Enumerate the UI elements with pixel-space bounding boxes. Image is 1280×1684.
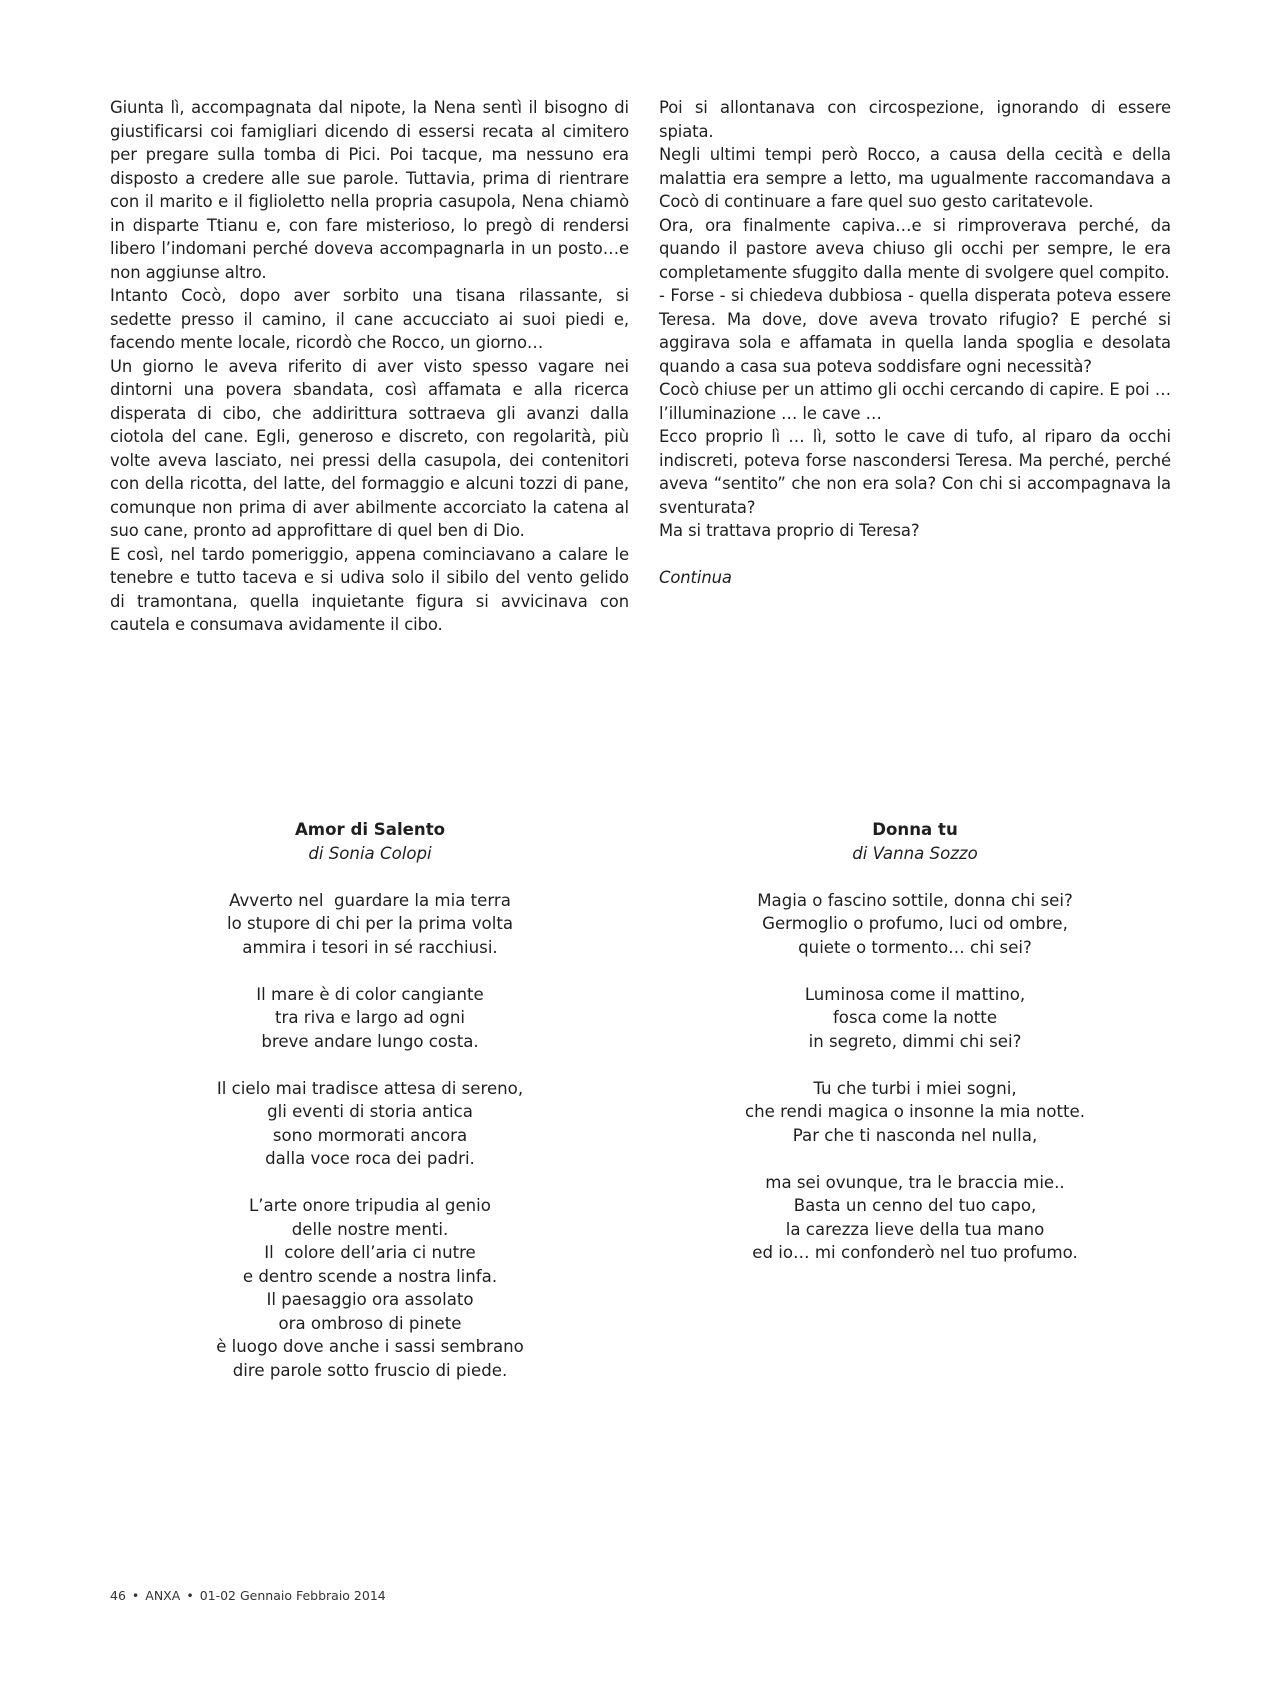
verse: dalla voce roca dei padri. — [265, 1149, 475, 1168]
verse: e dentro scende a nostra linfa. — [242, 1266, 498, 1286]
verse: L’arte onore tripudia al genio — [249, 1196, 491, 1215]
poem-title: Amor di Salento — [294, 820, 446, 839]
verse: ed io… mi confonderò nel tuo profumo. — [752, 1243, 1078, 1262]
verse: sono mormorati ancora — [272, 1125, 468, 1145]
verse: Avverto nel guardare la mia terra — [229, 890, 511, 910]
verse: Il cielo mai tradisce attesa di sereno, — [216, 1078, 524, 1098]
poem-donna-tu — [675, 818, 1155, 1288]
poem-title: Donna tu — [872, 820, 958, 839]
continua-label: Continua — [659, 568, 732, 587]
verse: Tu che turbi i miei sogni, — [813, 1078, 1017, 1098]
verse: Luminosa come il mattino, — [804, 984, 1026, 1004]
paragraph: Negli ultimi tempi però Rocco, a causa della cecità e della malattia era sempre a letto, ma ugualmente raccomandava a Cocò di continuare a fare quel suo gesto caritatevole. — [659, 145, 1171, 211]
stanza — [130, 1194, 610, 1382]
paragraph: Ecco proprio lì … lì, sotto le cave di tufo, al riparo da occhi indiscreti, poteva forse nascondersi Teresa. Ma perché, perché aveva “sentito” che non era sola? Con chi si accompagnava la sventurata? — [659, 427, 1171, 517]
verse: dire parole sotto fruscio di piede. — [232, 1360, 508, 1380]
verse: ma sei ovunque, tra le braccia mie.. — [765, 1172, 1065, 1192]
paragraph: Cocò chiuse per un attimo gli occhi cercando di capire. E poi … l’illuminazione … le cave … — [659, 380, 1171, 423]
verse: Germoglio o profumo, luci od ombre, — [762, 914, 1068, 933]
verse: delle nostre menti. — [291, 1219, 449, 1239]
verse: ammira i tesori in sé racchiusi. — [242, 937, 498, 957]
poem-author: di Sonia Colopi — [308, 843, 432, 863]
poem-amor-di-salento — [130, 818, 610, 1406]
verse: quiete o tormento… chi sei? — [798, 937, 1032, 957]
stanza — [675, 983, 1155, 1054]
article-column-left — [110, 96, 629, 637]
verse: Il paesaggio ora assolato — [266, 1290, 474, 1309]
paragraph: Giunta lì, accompagnata dal nipote, la Nena sentì il bisogno di giustificarsi coi famigliari dicendo di essersi recata al cimitero per pregare sulla tomba di Pici. Poi tacque, ma nessuno era disposto a credere alle sue parole. Tuttavia, prima di rientrare con il marito e il figlioletto nella propria casupola, Nena chiamò in disparte Ttianu e, con fare misterioso, lo pregò di rendersi libero l’indomani perché doveva accompagnarla in un posto…e non aggiunse altro. — [110, 98, 629, 282]
paragraph: Ma si trattava proprio di Teresa? — [659, 521, 920, 540]
magazine-name: ANXA — [145, 1588, 181, 1603]
stanza — [130, 889, 610, 960]
paragraph: - Forse - si chiedeva dubbiosa - quella disperata poteva essere Teresa. Ma dove, dove aveva trovato rifugio? E perché si aggirava sola e affamata in quella landa spoglia e desolata quando a casa sua poteva soddisfare ogni necessità? — [659, 286, 1171, 376]
verse: gli eventi di storia antica — [267, 1102, 473, 1121]
stanza — [675, 1171, 1155, 1265]
verse: la carezza lieve della tua mano — [785, 1219, 1045, 1239]
verse: breve andare lungo costa. — [261, 1031, 479, 1051]
bullet-separator: • — [131, 1588, 140, 1603]
verse: Il colore dell’aria ci nutre — [264, 1243, 476, 1262]
paragraph: E così, nel tardo pomeriggio, appena cominciavano a calare le tenebre e tutto taceva e si udiva solo il sibilo del vento gelido di tramontana, quella inquietante figura si avvicinava con cautela e consumava avidamente il cibo. — [110, 544, 629, 634]
paragraph: Poi si allontanava con circospezione, ignorando di essere spiata. — [659, 98, 1171, 141]
verse: è luogo dove anche i sassi sembrano — [216, 1337, 524, 1356]
verse: Par che ti nasconda nel nulla, — [792, 1125, 1038, 1145]
stanza — [130, 983, 610, 1054]
verse: lo stupore di chi per la prima volta — [227, 914, 513, 933]
poem-author: di Vanna Sozzo — [852, 843, 978, 863]
issue-date: 01-02 Gennaio Febbraio 2014 — [199, 1588, 386, 1603]
verse: in segreto, dimmi chi sei? — [808, 1031, 1022, 1051]
bullet-separator: • — [186, 1588, 194, 1603]
verse: tra riva e largo ad ogni — [274, 1008, 465, 1027]
stanza — [675, 1077, 1155, 1148]
stanza — [130, 1077, 610, 1171]
verse: Basta un cenno del tuo capo, — [793, 1196, 1037, 1215]
page-number: 46 — [110, 1588, 126, 1603]
verse: Magia o fascino sottile, donna chi sei? — [757, 890, 1073, 910]
verse: che rendi magica o insonne la mia notte. — [744, 1102, 1086, 1121]
paragraph: Ora, ora finalmente capiva…e si rimproverava perché, da quando il pastore aveva chiuso gli occhi per sempre, le era completamente sfuggito dalla mente di svolgere quel compito. — [659, 215, 1171, 282]
verse: Il mare è di color cangiante — [256, 984, 484, 1004]
article-column-right — [659, 96, 1171, 590]
paragraph: Intanto Cocò, dopo aver sorbito una tisana rilassante, si sedette presso il camino, il cane accucciato ai suoi piedi e, facendo mente locale, ricordò che Rocco, un giorno… — [110, 286, 629, 352]
verse: ora ombroso di pinete — [278, 1313, 462, 1333]
paragraph: Un giorno le aveva riferito di aver visto spesso vagare nei dintorni una povera sbandata, così affamata e alla ricerca disperata di cibo, che addirittura sottraeva gli avanzi dalla ciotola del cane. Egli, generoso e discreto, con regolarità, più volte aveva lasciato, nei pressi della casupola, dei contenitori con della ricotta, del latte, del formaggio e alcuni tozzi di pane, comunque non prima di aver abilmente accorciato la catena al suo cane, pronto ad approfittare di quel ben di Dio. — [110, 356, 629, 540]
stanza — [675, 889, 1155, 960]
page-footer — [110, 1588, 386, 1603]
verse: fosca come la notte — [832, 1008, 998, 1027]
